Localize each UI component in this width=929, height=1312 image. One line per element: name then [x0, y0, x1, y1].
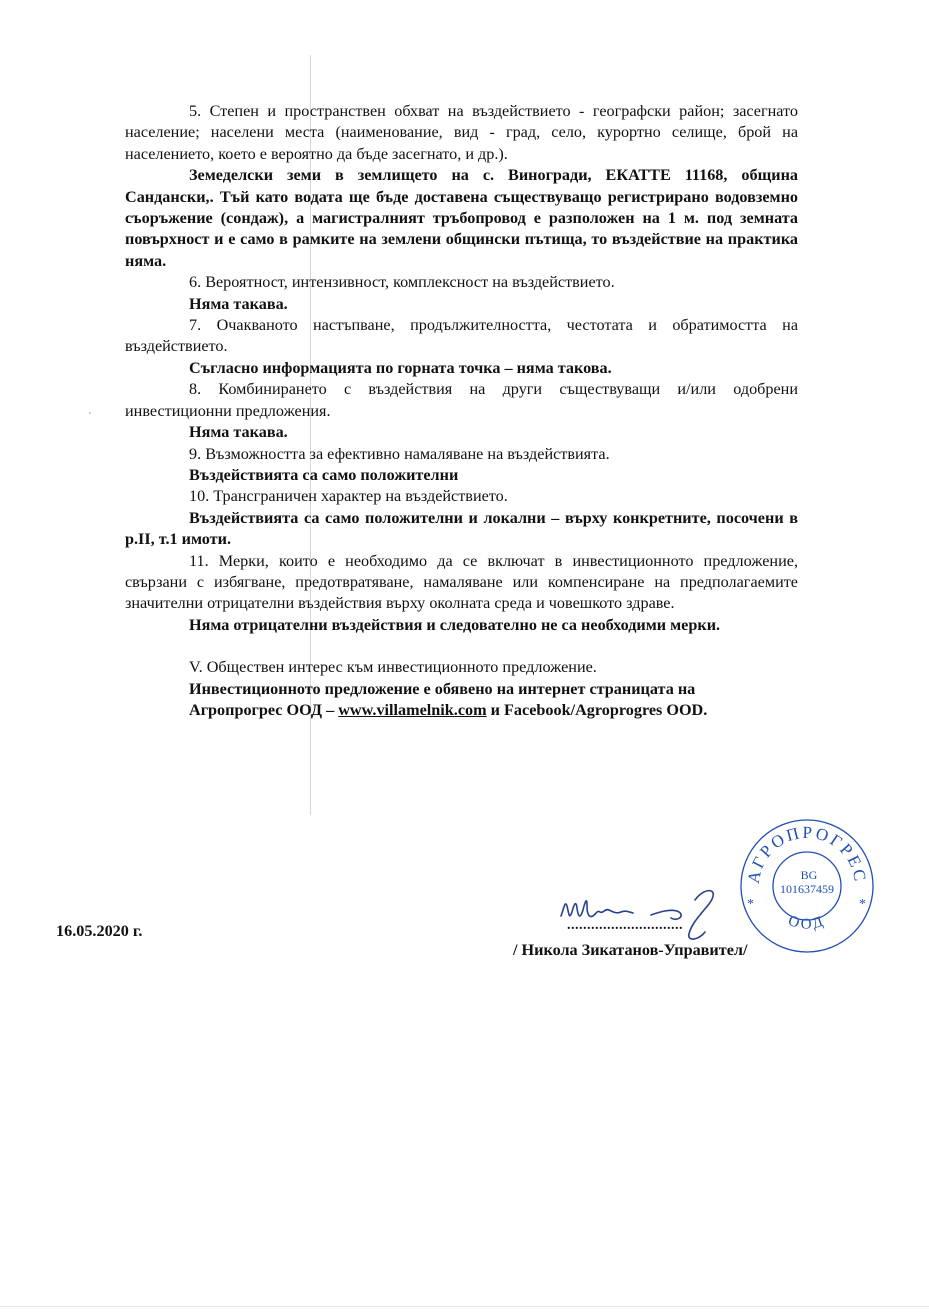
question-paragraph: 9. Възможността за ефективно намаляване на въздействията. — [189, 444, 610, 463]
stamp-company-name: АГРОПРОГРЕС — [743, 822, 871, 885]
section-gap — [125, 636, 798, 657]
stamp-star-right: * — [859, 897, 866, 912]
answer-paragraph: Въздействията са само положителни — [189, 465, 459, 484]
section-v-heading: V. Обществен интерес към инвестиционното предложение. — [189, 658, 597, 677]
svg-text:ООД — [786, 913, 828, 933]
answer-paragraph: Земеделски земи в землището на с. Виногради, ЕКАТТЕ 11168, община Сандански,. Тъй като водата ще бъде доставена съществуващо регистрирано водовземно съоръжение (сондаж), а магистралният тръбопровод е разположен на 1 м. под земната повърхност и е само в рамките на землени общински пътища, то въздействие на практика няма. — [125, 166, 798, 270]
stamp-company-form: ООД — [786, 912, 828, 933]
section-v-text-prefix: Агропрогрес ООД – — [189, 700, 339, 719]
answer-paragraph: Няма отрицателни въздействия и следователно не са необходими мерки. — [189, 615, 721, 634]
answer-paragraph: Няма такава. — [189, 294, 288, 313]
answer-paragraph: Съгласно информацията по горната точка – няма такова. — [189, 358, 612, 377]
question-paragraph: 11. Мерки, които е необходимо да се включат в инвестиционното предложение, свързани с избягване, предотвратяване, намаляване или компенсиране на предполагаемите значителни отрицателни въздействия върху околната среда и човешкото здраве. — [125, 551, 798, 613]
question-paragraph: 10. Трансграничен характер на въздействието. — [189, 487, 508, 506]
question-paragraph: 5. Степен и пространствен обхват на въздействието - географски район; засегнато население; населени места (наименование, вид - град, село, курортно селище, брой на населението, което е вероятно да бъде засегнато, и др.). — [125, 102, 798, 163]
answer-paragraph: Няма такава. — [189, 423, 288, 442]
question-paragraph: 6. Вероятност, интензивност, комплексност на въздействието. — [189, 273, 615, 292]
question-paragraph: 8. Комбинирането с въздействия на други съществуващи и/или одобрени инвестиционни предложения. — [125, 380, 798, 420]
section-v-text-suffix: и Facebook/Agroprogres OOD. — [486, 700, 708, 719]
answer-paragraph: Въздействията са само положителни и локални – върху конкретните, посочени в р.II, т.1 имоти. — [125, 508, 798, 549]
website-link[interactable]: www.villamelnik.com — [338, 700, 487, 719]
signatory-name: / Никола Зикатанов-Управител/ — [513, 941, 748, 959]
scan-edge-line — [0, 1306, 929, 1307]
section-v-text-line1: Инвестиционното предложение е обявено на интернет страницата на — [189, 679, 696, 698]
stamp-registration-number: 101637459 — [780, 882, 834, 896]
stamp-star-left: * — [747, 897, 754, 912]
assessment-items — [125, 101, 798, 636]
section-v-text-line2 — [125, 700, 798, 721]
signature-line: ............................. — [567, 918, 683, 933]
company-stamp — [737, 816, 877, 956]
document-body — [125, 101, 798, 721]
stamp-country-code: BG — [800, 868, 818, 882]
document-date: 16.05.2020 г. — [56, 922, 143, 940]
question-paragraph: 7. Очакваното настъпване, продължителността, честотата и обратимостта на въздействието. — [125, 316, 798, 356]
scan-speck — [89, 412, 91, 414]
